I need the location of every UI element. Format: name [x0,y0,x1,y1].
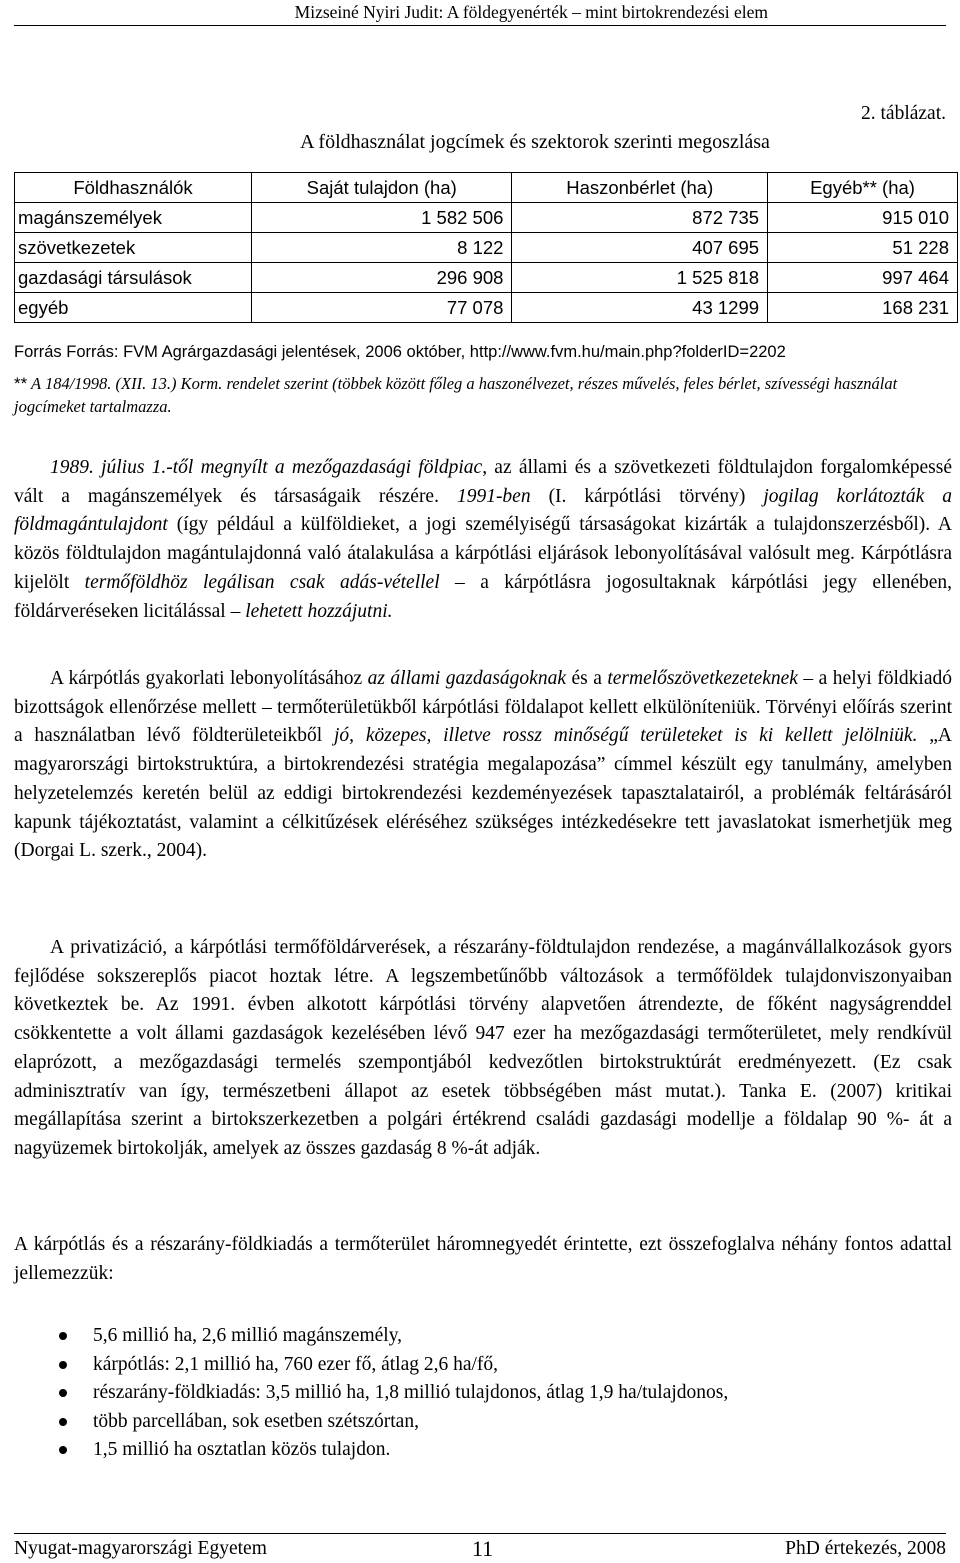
table-cell: 8 122 [252,233,512,263]
table-footnote [14,372,954,418]
land-use-table [14,172,958,323]
table-row [15,233,958,263]
text: (így például a külföldieket, a jogi személyiségű társaságokat kizárták a tulajdonszerzésből). A közös földtulajdon magántulajdonná való átalakulása a kárpótlási eljárások lebonyolításával valósult meg. Kárpótlásra kijelölt [14,514,952,593]
text-italic: jó, közepes, illetve rossz minőségű területeket is ki kellett jelölniük. [334,725,918,747]
table-cell: 296 908 [252,263,512,293]
paragraph-3: A privatizáció, a kárpótlási termőföldárverések, a részarány-földtulajdon rendezése, a magánvállalkozások gyors fejlődése sokszereplős piacot hoztak létre. A legszembetűnőbb változások a termőföldek tulajdonviszonyaiban következtek be. Az 1991. évben alkotott kárpótlási törvény alapvetően átrendezte, de főként nagyságrenddel csökkentette a volt állami gazdaságok kezelésében lévő 947 ezer ha mezőgazdasági termőterületet, mely rendkívül elaprózott, a mezőgazdasági termelés szempontjából kedvezőtlen birtokstruktúrát eredményezett. (Ez csak adminisztratív van így, természetbeni állapot az esetek többségében mást mutat.). Tanka E. (2007) kritikai megállapítása szerint a birtokszerkezetben a polgári értékrend családi gazdasági modellje a földalap 90 %- át a nagyüzemek birtokolják, amelyek az összes gazdaság 8 %-át adják. [14,937,952,1159]
header-rule [14,25,946,26]
list-item-text: 5,6 millió ha, 2,6 millió magánszemély, [93,1325,403,1346]
text-italic: az állami gazdaságoknak [367,668,566,689]
bullet-icon [59,1332,67,1340]
list-item [14,1379,728,1408]
table-cell: magánszemélyek [15,203,252,233]
col-header-own: Saját tulajdon (ha) [252,173,512,203]
list-item [14,1322,728,1351]
text: és a [566,668,608,689]
list-item [14,1351,728,1380]
footnote-text: A 184/1998. (XII. 13.) Korm. rendelet szerint (többek között főleg a haszonélvezet, részes művelés, feles bérlet, szívességi használat jogcímeket tartalmazza. [14,374,898,416]
bullet-icon [59,1361,67,1369]
table-cell: egyéb [15,293,252,323]
footer-institution: Nyugat-magyarországi Egyetem [14,1538,267,1559]
table-source: Forrás Forrás: FVM Agrárgazdasági jelentések, 2006 október, http://www.fvm.hu/main.php?folderID=2202 [14,343,786,361]
summary-list [14,1322,728,1465]
text: A kárpótlás gyakorlati lebonyolításához [50,668,368,689]
table-cell: 407 695 [512,233,768,263]
table-cell: gazdasági társulások [15,263,252,293]
text: – a kárpótlásra jogosultaknak kárpótlási jegy ellenében, földárveréseken licitálással – [14,571,953,622]
paragraph-4: A kárpótlás és a részarány-földkiadás a termőterület háromnegyedét érintette, ezt összefoglalva néhány fontos adattal jellemezzük: [14,1234,952,1284]
bullet-icon [59,1389,67,1397]
col-header-other: Egyéb** (ha) [768,173,958,203]
text: , az állami és a szövetkezeti földtulajdon forgalomképessé vált a magánszemélyek és társaságaik részére. [14,457,952,507]
table-cell: 915 010 [768,203,958,233]
footnote-marker: ** [14,374,28,393]
col-header-users: Földhasználók [15,173,252,203]
col-header-lease: Haszonbérlet (ha) [512,173,768,203]
text-italic: jogilag korlátozták a földmagántulajdont [14,485,952,536]
text: – a helyi földkiadó bizottságok ellenőrzése mellett – termőterületükből kárpótlási földalapot kellett elkülöníteniük. Törvényi előírás szerint a használatban lévő földterületeikből [14,668,952,747]
running-title: Mizseiné Nyiri Judit: A földegyenérték – mint birtokrendezési elem [294,2,768,22]
text-italic: lehetett hozzájutni. [245,600,393,622]
page-number: 11 [472,1536,494,1561]
table-cell: 872 735 [512,203,768,233]
page-header [0,0,960,26]
text-italic: 1989. július 1.-től megnyílt a mezőgazdasági földpiac [50,457,483,478]
table-number: 2. táblázat. [861,103,946,124]
table-row [15,203,958,233]
list-item-text: kárpótlás: 2,1 millió ha, 760 ezer fő, átlag 2,6 ha/fő, [93,1353,499,1375]
paragraph-1 [14,454,952,626]
text: (I. kárpótlási törvény) [530,485,764,507]
text: „A magyarországi birtokstruktúra, a birtokrendezési stratégia megalapozása” címmel készült egy tanulmány, amelyben helyzetelemzés keretén belül az eddigi birtokrendezési kezdeményezések tapasztalatairól, a problémák feltárásáról kapunk tájékoztatást, valamint a célkitűzések eléréséhez szükséges intézkedésekre tett javaslatokat ismerhetjük meg (Dorgai L. szerk., 2004). [14,725,952,862]
footer-rule [14,1533,946,1534]
paragraph-2 [14,665,952,866]
table-title: A földhasználat jogcímek és szektorok szerinti megoszlása [300,131,770,153]
table-header-row [15,173,958,203]
bullet-icon [59,1446,67,1454]
list-item [14,1408,728,1437]
text-italic: termelőszövetkezeteknek [607,668,798,689]
list-item-text: részarány-földkiadás: 3,5 millió ha, 1,8 millió tulajdonos, átlag 1,9 ha/tulajdonos, [93,1382,729,1403]
table-row [15,293,958,323]
list-item [14,1436,728,1465]
table-cell: 997 464 [768,263,958,293]
table-cell: 1 582 506 [252,203,512,233]
table-cell: 43 1299 [512,293,768,323]
table-cell: 1 525 818 [512,263,768,293]
text-italic: termőföldhöz legálisan csak adás-vétellel [84,571,440,593]
table-cell: szövetkezetek [15,233,252,263]
table-row [15,263,958,293]
list-item-text: több parcellában, sok esetben szétszórtan, [93,1410,419,1432]
text-italic: 1991-ben [456,485,531,507]
table-cell: 168 231 [768,293,958,323]
footer-thesis: PhD értekezés, 2008 [785,1538,946,1559]
table-cell: 77 078 [252,293,512,323]
list-item-text: 1,5 millió ha osztatlan közös tulajdon. [93,1439,391,1460]
bullet-icon [59,1418,67,1426]
table-cell: 51 228 [768,233,958,263]
